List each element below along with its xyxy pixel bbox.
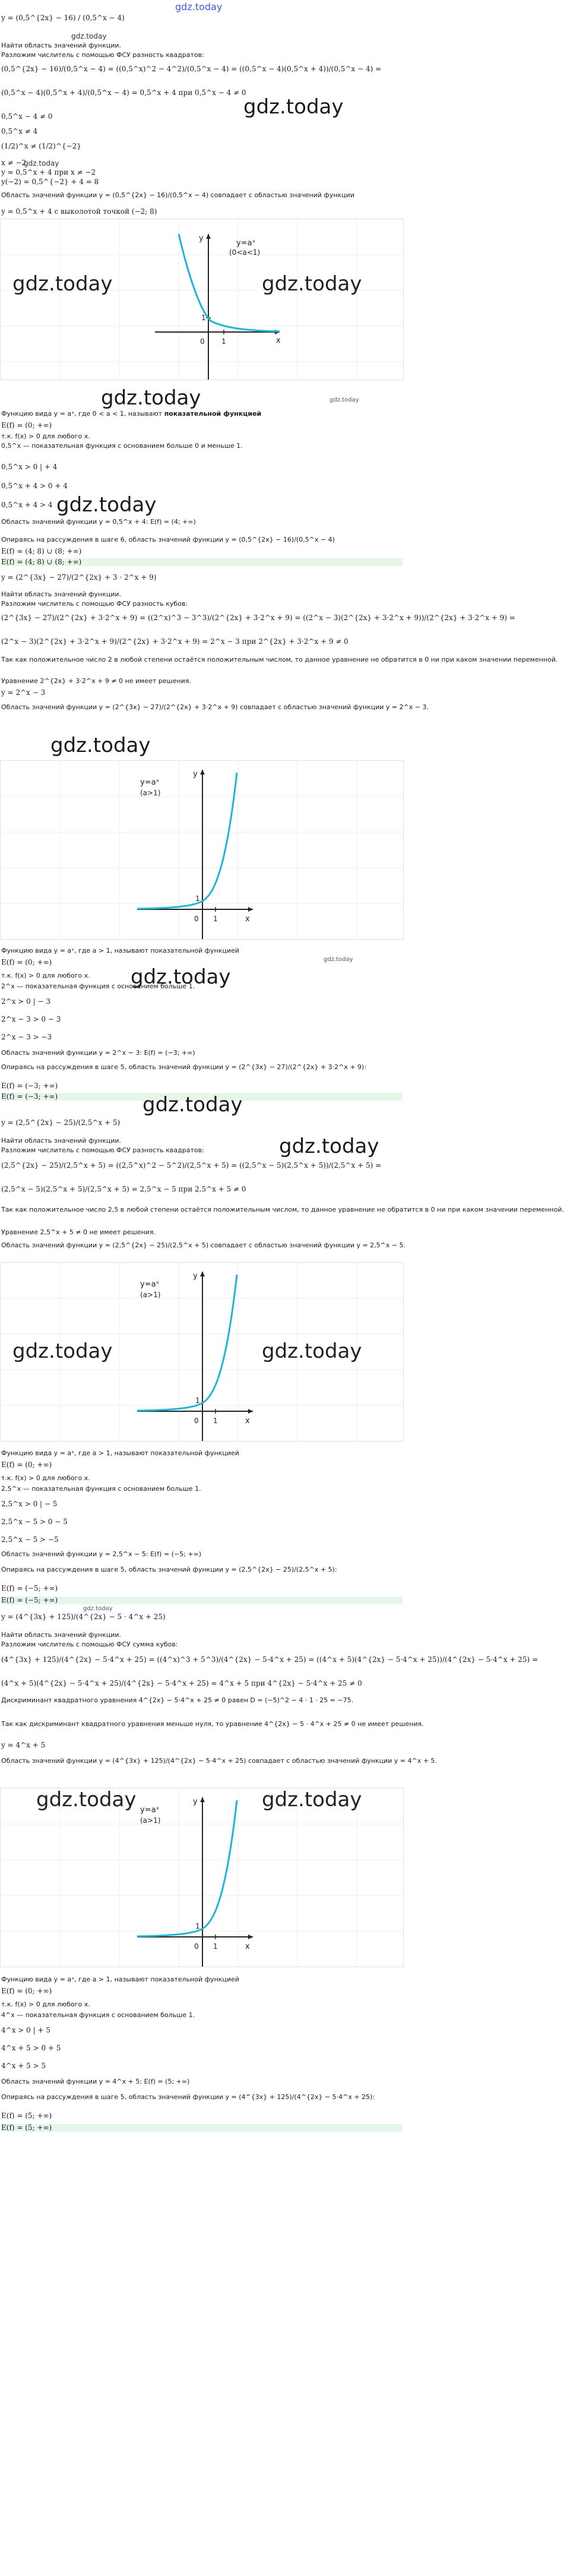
p1-cond-6: y(−2) = 0,5^{−2} + 4 = 8 bbox=[1, 178, 99, 186]
graph-watermark-left: gdz.today bbox=[36, 1788, 137, 1812]
p1-definition: Функцию вида y = aˣ, где 0 < a < 1, называют показательной функцией bbox=[1, 410, 262, 418]
p2-positive-note: Так как положительное число 2 в любой степени остаётся положительным числом, то данное уравнение не обратится в 0 ни при каком значении переменной. bbox=[1, 656, 558, 663]
p2-relying: Опираясь на рассуждения в шаге 5, область значений функции y = (2^{3x} − 27)/(2^{2x} + 3·2^x + 9): bbox=[1, 1063, 367, 1071]
top-watermark: gdz.today bbox=[175, 1, 223, 12]
p4-relying: Опираясь на рассуждения в шаге 5, область значений функции y = (4^{3x} + 125)/(4^{2x} − 5·4^x + 25): bbox=[1, 2093, 375, 2101]
p3-range-1: E(f) = (0; +∞) bbox=[1, 1461, 52, 1469]
watermark: gdz.today bbox=[56, 493, 157, 517]
graph-watermark-left: gdz.today bbox=[12, 1339, 113, 1363]
p1-range-step: Область значений функции y = 0,5^x + 4: E(f) = (4; +∞) bbox=[1, 518, 196, 526]
graph-label-2: (a>1) bbox=[140, 1291, 161, 1299]
p2-range-1: E(f) = (0; +∞) bbox=[1, 958, 52, 966]
p4-since-1: т.к. f(x) > 0 для любого x. bbox=[1, 2000, 90, 2008]
p1-since-2: 0,5^x — показательная функция с основанием больше 0 и меньше 1. bbox=[1, 442, 243, 450]
graph-increasing-exponent bbox=[0, 1262, 404, 1442]
graph-increasing-exponent bbox=[0, 1788, 404, 1967]
watermark: gdz.today bbox=[329, 397, 359, 403]
p3-factor-1: (2,5^{2x} − 25)/(2,5^x + 5) = ((2,5^x)^2 − 5^2)/(2,5^x + 5) = ((2,5^x − 5)(2,5^x + 5))/(2,5^x + 5) = bbox=[1, 1161, 382, 1170]
tick-0: 0 bbox=[194, 1942, 199, 1951]
tick-1-y: 1 bbox=[195, 1396, 200, 1405]
p2-factor-2: (2^x − 3)(2^{2x} + 3·2^x + 9)/(2^{2x} + 3·2^x + 9) = 2^x − 3 при 2^{2x} + 3·2^x + 9 ≠ 0 bbox=[1, 637, 348, 646]
axis-x-label: x bbox=[245, 915, 250, 924]
tick-1-y: 1 bbox=[195, 1922, 200, 1930]
p2-ineq-1: 2^x > 0 | − 3 bbox=[1, 997, 50, 1006]
p4-disc-note: Так как дискриминант квадратного уравнения меньше нуля, то уравнение 4^{2x} − 5 · 4^x + 25 ≠ 0 не имеет решения. bbox=[1, 1720, 424, 1728]
p3-since-2: 2,5^x — показательная функция с основанием больше 1. bbox=[1, 1485, 201, 1493]
p4-range-step: Область значений функции y = 4^x + 5: E(f) = (5; +∞) bbox=[1, 2078, 190, 2085]
p4-ineq-1: 4^x > 0 | + 5 bbox=[1, 2026, 50, 2034]
graph-label-1: y=aˣ bbox=[236, 239, 256, 248]
graph-label-2: (a>1) bbox=[140, 789, 161, 797]
p4-equation: y = (4^{3x} + 125)/(4^{2x} − 5 · 4^x + 25) bbox=[1, 1613, 166, 1621]
p2-equation: y = (2^{3x} − 27)/(2^{2x} + 3 · 2^x + 9) bbox=[1, 573, 157, 581]
p4-ineq-3: 4^x + 5 > 5 bbox=[1, 2062, 46, 2070]
p1-since-1: т.к. f(x) > 0 для любого x. bbox=[1, 432, 90, 440]
p1-relying: Опираясь на рассуждения в шаге 6, область значений функции y = (0,5^{2x} − 16)/(0,5^x − 4) bbox=[1, 536, 335, 543]
p2-domain-same: Область значений функции y = (2^{3x} − 27)/(2^{2x} + 3·2^x + 9) совпадает с областью значений функции y = 2^x − 3. bbox=[1, 703, 429, 711]
graph-label-2: (a>1) bbox=[140, 1816, 161, 1825]
p4-range-1: E(f) = (0; +∞) bbox=[1, 1987, 52, 1995]
graph-watermark-right: gdz.today bbox=[262, 1339, 362, 1363]
graph-label-2: (0<a<1) bbox=[229, 248, 261, 257]
graph-label-1: y=aˣ bbox=[140, 778, 160, 787]
p3-no-solution: Уравнение 2,5^x + 5 ≠ 0 не имеет решения. bbox=[1, 1228, 156, 1236]
p1-answer-highlight: E(f) = (4; 8) ∪ (8; +∞) bbox=[1, 558, 403, 566]
graph-watermark-right: gdz.today bbox=[262, 1788, 362, 1812]
p1-range-1: E(f) = (0; +∞) bbox=[1, 421, 52, 429]
tick-1: 1 bbox=[213, 1417, 218, 1425]
axis-y-label: y bbox=[199, 234, 204, 243]
watermark: gdz.today bbox=[279, 1134, 379, 1158]
p2-no-solution: Уравнение 2^{2x} + 3·2^x + 9 ≠ 0 не имеет решения. bbox=[1, 677, 191, 685]
p3-positive-note: Так как положительное число 2,5 в любой степени остаётся положительным числом, то данное уравнение не обратится в 0 ни при каком значении переменной. bbox=[1, 1206, 564, 1213]
p2-ineq-3: 2^x − 3 > −3 bbox=[1, 1033, 52, 1041]
p4-definition: Функцию вида y = aˣ, где a > 1, называют показательной функцией bbox=[1, 1976, 239, 1983]
p3-definition: Функцию вида y = aˣ, где a > 1, называют показательной функцией bbox=[1, 1449, 239, 1457]
axis-y-label: y bbox=[193, 1272, 198, 1281]
watermark: gdz.today bbox=[243, 95, 344, 119]
definition-bold-term: показательной функцией bbox=[164, 410, 262, 418]
p4-discriminant: Дискриминант квадратного уравнения 4^{2x} − 5·4^x + 25 ≠ 0 равен D = (−5)^2 − 4 · 1 · 25 = −75. bbox=[1, 1696, 354, 1704]
axis-x-label: x bbox=[276, 336, 281, 345]
graph-svg bbox=[1, 1788, 403, 1967]
graph-watermark-right: gdz.today bbox=[262, 272, 362, 296]
axis-x-label: x bbox=[245, 1942, 250, 1951]
p1-find-domain: Найти область значений функции. bbox=[1, 42, 122, 49]
tick-1: 1 bbox=[221, 337, 226, 346]
p4-factor-intro: Разложим числитель с помощью ФСУ сумма кубов: bbox=[1, 1641, 178, 1648]
p3-equation: y = (2,5^{2x} − 25)/(2,5^x + 5) bbox=[1, 1118, 121, 1127]
p4-simplified: y = 4^x + 5 bbox=[1, 1741, 46, 1749]
p2-simplified: y = 2^x − 3 bbox=[1, 688, 46, 697]
graph-svg bbox=[1, 761, 403, 939]
p4-factor-1: (4^{3x} + 125)/(4^{2x} − 5·4^x + 25) = ((4^x)^3 + 5^3)/(4^{2x} − 5·4^x + 25) = ((4^x + 5)(4^{2x} − 5·4^x + 25))/(4^{2x} − 5·4^x + 25) = bbox=[1, 1655, 538, 1664]
p3-answer-highlight: E(f) = (−5; +∞) bbox=[1, 1597, 403, 1604]
p1-answer-1: E(f) = (4; 8) ∪ (8; +∞) bbox=[1, 547, 82, 555]
p1-ineq-2: 0,5^x + 4 > 0 + 4 bbox=[1, 482, 68, 490]
p2-since-2: 2^x — показательная функция с основанием больше 1. bbox=[1, 982, 195, 990]
watermark: gdz.today bbox=[101, 386, 201, 410]
tick-1-y: 1 bbox=[195, 895, 200, 903]
axis-y-label: y bbox=[193, 770, 198, 779]
watermark: gdz.today bbox=[324, 956, 353, 963]
p2-ineq-2: 2^x − 3 > 0 − 3 bbox=[1, 1015, 61, 1023]
graph-label-1: y=aˣ bbox=[140, 1280, 160, 1289]
p1-factor-1: (0,5^{2x} − 16)/(0,5^x − 4) = ((0,5^x)^2 − 4^2)/(0,5^x − 4) = ((0,5^x − 4)(0,5^x + 4))/(0,5^x − 4) = bbox=[1, 65, 382, 73]
p3-answer-1: E(f) = (−5; +∞) bbox=[1, 1584, 58, 1592]
watermark: gdz.today bbox=[83, 1605, 113, 1612]
graph-label-1: y=aˣ bbox=[140, 1806, 160, 1815]
p3-ineq-2: 2,5^x − 5 > 0 − 5 bbox=[1, 1518, 68, 1526]
p4-find-domain: Найти область значений функции. bbox=[1, 1631, 122, 1639]
p2-since-1: т.к. f(x) > 0 для любого x. bbox=[1, 972, 90, 979]
graph-svg bbox=[1, 219, 403, 380]
p2-range-step: Область значений функции y = 2^x − 3: E(f) = (−3; +∞) bbox=[1, 1049, 195, 1057]
watermark: gdz.today bbox=[24, 159, 59, 167]
p2-answer-highlight: E(f) = (−3; +∞) bbox=[1, 1093, 403, 1101]
p1-cond-5: y = 0,5^x + 4 при x ≠ −2 bbox=[1, 168, 96, 176]
tick-1-y: 1 bbox=[201, 314, 206, 322]
p1-factor-intro: Разложим числитель с помощью ФСУ разность квадратов: bbox=[1, 51, 204, 59]
p1-factor-2: (0,5^x − 4)(0,5^x + 4)/(0,5^x − 4) = 0,5^x + 4 при 0,5^x − 4 ≠ 0 bbox=[1, 88, 246, 97]
tick-1: 1 bbox=[213, 915, 218, 923]
p4-factor-2: (4^x + 5)(4^{2x} − 5·4^x + 25)/(4^{2x} − 5·4^x + 25) = 4^x + 5 при 4^{2x} − 5·4^x + 25 ≠ 0 bbox=[1, 1679, 362, 1687]
graph-watermark-left: gdz.today bbox=[12, 272, 113, 296]
p3-domain-same: Область значений функции y = (2,5^{2x} − 25)/(2,5^x + 5) совпадает с областью значений функции y = 2,5^x − 5. bbox=[1, 1241, 406, 1249]
p1-ineq-1: 0,5^x > 0 | + 4 bbox=[1, 463, 58, 471]
p2-factor-1: (2^{3x} − 27)/(2^{2x} + 3·2^x + 9) = ((2^x)^3 − 3^3)/(2^{2x} + 3·2^x + 9) = ((2^x − 3)(2^{2x} + 3·2^x + 9))/(2^{2x} + 3·2^x + 9) = bbox=[1, 614, 515, 622]
p4-answer-highlight: E(f) = (5; +∞) bbox=[1, 2124, 403, 2132]
tick-0: 0 bbox=[200, 337, 205, 346]
tick-1: 1 bbox=[213, 1942, 218, 1951]
watermark: gdz.today bbox=[142, 1093, 243, 1117]
p4-domain-same: Область значений функции y = (4^{3x} + 125)/(4^{2x} − 5·4^x + 25) совпадает с областью значений функции y = 4^x + 5. bbox=[1, 1757, 438, 1765]
p3-relying: Опираясь на рассуждения в шаге 5, область значений функции y = (2,5^{2x} − 25)/(2,5^x + 5): bbox=[1, 1566, 337, 1573]
p1-cond-1: 0,5^x − 4 ≠ 0 bbox=[1, 112, 53, 121]
p2-definition: Функцию вида y = aˣ, где a > 1, называют показательной функцией bbox=[1, 947, 239, 954]
axis-y-label: y bbox=[193, 1797, 198, 1806]
p2-find-domain: Найти область значений функции. bbox=[1, 590, 122, 598]
watermark: gdz.today bbox=[50, 734, 151, 757]
graph-svg bbox=[1, 1263, 403, 1441]
p4-ineq-2: 4^x + 5 > 0 + 5 bbox=[1, 2044, 61, 2052]
p1-cond-3: (1/2)^x ≠ (1/2)^{−2} bbox=[1, 142, 81, 150]
watermark: gdz.today bbox=[71, 32, 107, 40]
graph-decreasing-exponent bbox=[0, 219, 404, 380]
p3-find-domain: Найти область значений функции. bbox=[1, 1137, 122, 1145]
p3-factor-intro: Разложим числитель с помощью ФСУ разность квадратов: bbox=[1, 1146, 204, 1154]
axis-x-label: x bbox=[245, 1417, 250, 1426]
p1-ineq-3: 0,5^x + 4 > 4 bbox=[1, 501, 53, 509]
p1-punctured: y = 0,5^x + 4 с выколотой точкой (−2; 8) bbox=[1, 207, 157, 216]
p3-ineq-3: 2,5^x − 5 > −5 bbox=[1, 1535, 59, 1544]
p1-equation: y = (0,5^{2x} − 16) / (0,5^x − 4) bbox=[1, 14, 125, 22]
watermark: gdz.today bbox=[131, 965, 231, 989]
p1-cond-4: x ≠ −2 bbox=[1, 159, 27, 167]
p3-range-step: Область значений функции y = 2,5^x − 5: E(f) = (−5; +∞) bbox=[1, 1550, 202, 1558]
p1-cond-2: 0,5^x ≠ 4 bbox=[1, 127, 38, 135]
p4-answer-1: E(f) = (5; +∞) bbox=[1, 2112, 52, 2120]
p3-factor-2: (2,5^x − 5)(2,5^x + 5)/(2,5^x + 5) = 2,5^x − 5 при 2,5^x + 5 ≠ 0 bbox=[1, 1185, 246, 1193]
p1-domain-same: Область значений функции y = (0,5^{2x} − 16)/(0,5^x − 4) совпадает с областью значений функции bbox=[1, 191, 354, 199]
tick-0: 0 bbox=[194, 915, 199, 923]
p2-factor-intro: Разложим числитель с помощью ФСУ разность кубов: bbox=[1, 600, 188, 608]
p3-since-1: т.к. f(x) > 0 для любого x. bbox=[1, 1474, 90, 1482]
tick-0: 0 bbox=[194, 1417, 199, 1425]
p3-ineq-1: 2,5^x > 0 | − 5 bbox=[1, 1500, 58, 1508]
graph-increasing-exponent bbox=[0, 760, 404, 940]
p4-since-2: 4^x — показательная функция с основанием больше 1. bbox=[1, 2011, 195, 2019]
p2-answer-1: E(f) = (−3; +∞) bbox=[1, 1082, 58, 1090]
